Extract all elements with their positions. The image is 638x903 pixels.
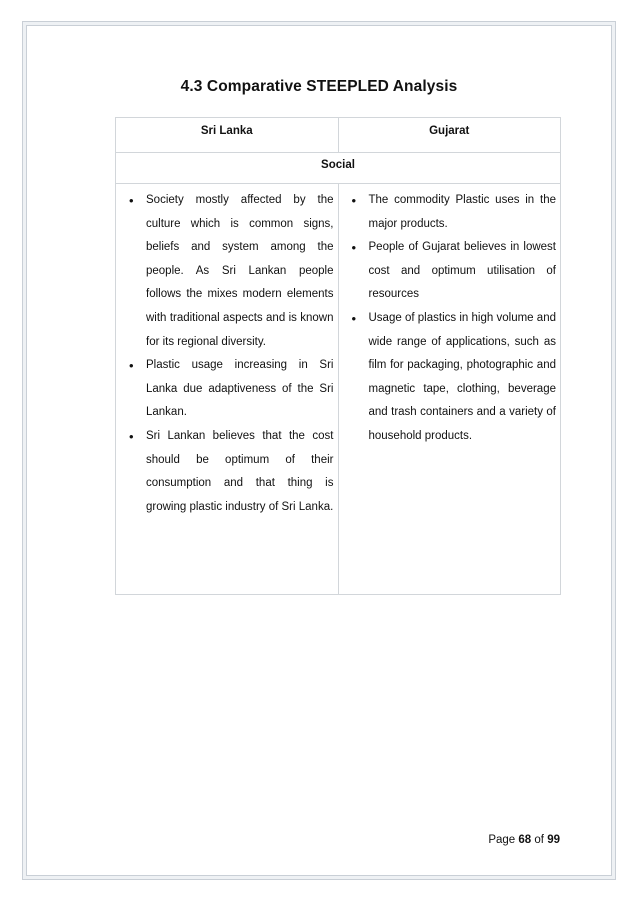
sri-lanka-list (116, 184, 338, 519)
table-body-row (116, 184, 561, 595)
page-number: 68 (518, 834, 532, 846)
steepled-table (115, 117, 561, 595)
sri-lanka-cell (116, 184, 339, 595)
section-cell (116, 153, 561, 184)
of-label: of (534, 834, 544, 846)
list-item: • The commodity Plastic uses in the major products. (339, 189, 557, 236)
gujarat-cell (338, 184, 561, 595)
list-item: • Society mostly affected by the culture which is common signs, beliefs and system among the people. As Sri Lankan people follows the mixes modern elements with traditional aspects and is known for its regional diversity. (116, 189, 334, 354)
gujarat-list (339, 184, 561, 449)
list-item: • Sri Lankan believes that the cost should be optimum of their consumption and that thing is growing plastic industry of Sri Lanka. (116, 425, 334, 519)
column-header-gujarat (338, 118, 561, 153)
list-item: • Plastic usage increasing in Sri Lanka due adaptiveness of the Sri Lankan. (116, 354, 334, 425)
section-row (116, 153, 561, 184)
column-header-gujarat-label: Gujarat (429, 125, 470, 137)
section-title: 4.3 Comparative STEEPLED Analysis (180, 78, 458, 95)
table-header-row (116, 118, 561, 153)
section-label: Social (321, 159, 355, 171)
list-item: • People of Gujarat believes in lowest cost and optimum utilisation of resources (339, 236, 557, 307)
page-label: Page (488, 834, 516, 846)
column-header-sri-lanka-label: Sri Lanka (200, 125, 253, 137)
list-item: • Usage of plastics in high volume and wide range of applications, such as film for packaging, photographic and magnetic tape, clothing, beverage and trash containers and a variety of household products. (339, 307, 557, 449)
total-pages: 99 (547, 834, 560, 846)
page-footer (488, 834, 560, 846)
column-header-sri-lanka (116, 118, 339, 153)
